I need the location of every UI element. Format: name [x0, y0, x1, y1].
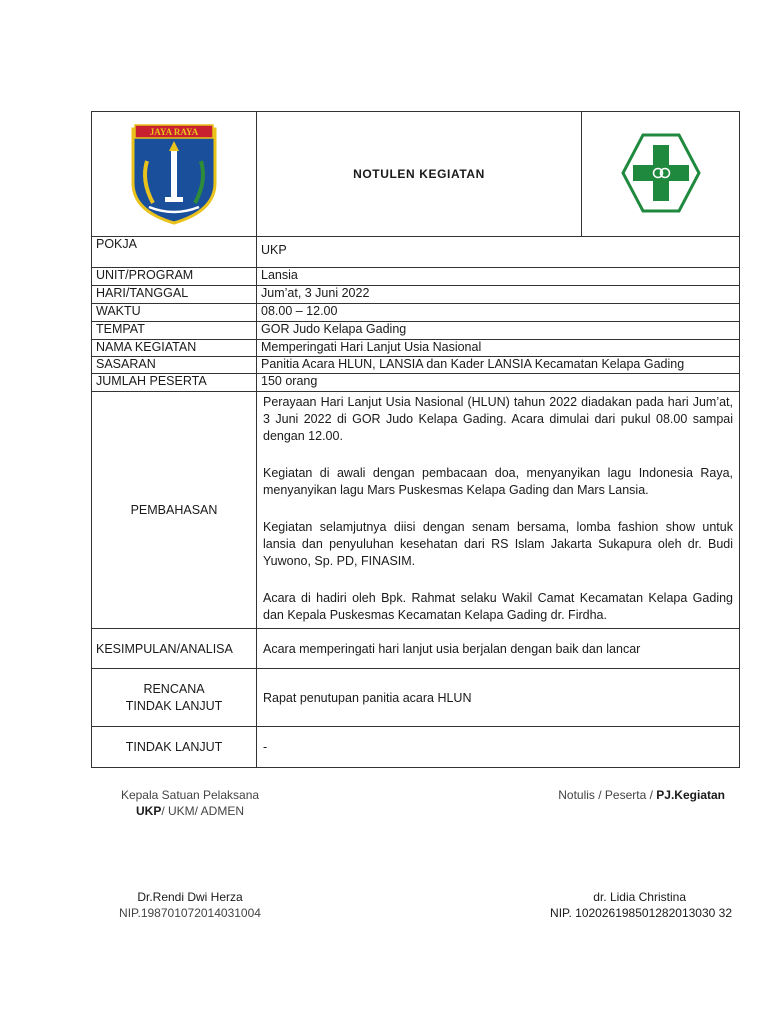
row-label: HARI/TANGGAL [92, 286, 257, 304]
row-value: Jum’at, 3 Juni 2022 [257, 286, 740, 304]
notulen-table [91, 111, 740, 768]
signature-left-block [115, 788, 265, 818]
logo-cell-right [582, 112, 740, 237]
kesimpulan-value: Acara memperingati hari lanjut usia berjalan dengan baik dan lancar [257, 629, 740, 669]
row-value: 150 orang [257, 374, 740, 392]
signature-right-role-bold: PJ.Kegiatan [656, 788, 725, 802]
row-kesimpulan [92, 629, 740, 669]
row-label: WAKTU [92, 304, 257, 322]
row-label: TEMPAT [92, 322, 257, 340]
row-unit-program [92, 268, 740, 286]
row-sasaran [92, 357, 740, 374]
signature-right-block [500, 788, 725, 802]
emblem-banner-text: JAYA RAYA [149, 126, 199, 137]
row-hari-tanggal [92, 286, 740, 304]
kesimpulan-label: KESIMPULAN/ANALISA [92, 629, 257, 669]
signature-left-unit-rest: / UKM/ ADMEN [161, 804, 245, 818]
signature-left-role: Kepala Satuan Pelaksana [120, 788, 260, 802]
tindak-lanjut-value: - [257, 727, 740, 768]
rencana-value: Rapat penutupan panitia acara HLUN [257, 669, 740, 727]
signature-left-nip: NIP.198701072014031004 [119, 906, 261, 920]
row-label: SASARAN [92, 357, 257, 374]
signature-left-unit-bold: UKP [135, 804, 162, 818]
signature-right-role: Notulis / Peserta / [558, 788, 653, 802]
rencana-label-line2: TINDAK LANJUT [125, 698, 223, 713]
dki-jakarta-emblem-icon [127, 121, 221, 225]
row-value: Panitia Acara HLUN, LANSIA dan Kader LANSIA Kecamatan Kelapa Gading [257, 357, 740, 374]
row-value: Lansia [257, 268, 740, 286]
row-value: 08.00 – 12.00 [257, 304, 740, 322]
signature-left-identity [110, 890, 270, 920]
signature-right-identity [520, 890, 732, 920]
row-jumlah-peserta [92, 374, 740, 392]
signature-left-name: Dr.Rendi Dwi Herza [137, 890, 243, 904]
row-label: POKJA [92, 237, 257, 268]
rencana-label-line1: RENCANA [143, 681, 205, 696]
row-nama-kegiatan [92, 340, 740, 357]
row-pokja [92, 237, 740, 268]
row-value: UKP [257, 237, 740, 268]
logo-cell-left [92, 112, 257, 237]
rencana-label [92, 669, 257, 727]
title-cell [257, 112, 582, 237]
row-pembahasan [92, 392, 740, 629]
row-rencana [92, 669, 740, 727]
row-value: GOR Judo Kelapa Gading [257, 322, 740, 340]
signature-right-nip: NIP. 102026198501282013030 32 [550, 906, 732, 920]
row-label: JUMLAH PESERTA [92, 374, 257, 392]
document-title: NOTULEN KEGIATAN [353, 167, 485, 181]
tindak-lanjut-label: TINDAK LANJUT [92, 727, 257, 768]
pembahasan-paragraph: Perayaan Hari Lanjut Usia Nasional (HLUN) tahun 2022 diadakan pada hari Jum’at, 3 Juni 2022 di GOR Judo Kelapa Gading. Acara dimulai dari pukul 08.00 sampai dengan 12.00. [263, 395, 733, 443]
row-tindak-lanjut [92, 727, 740, 768]
row-waktu [92, 304, 740, 322]
row-label: UNIT/PROGRAM [92, 268, 257, 286]
puskesmas-cross-icon [621, 133, 701, 213]
row-label: NAMA KEGIATAN [92, 340, 257, 357]
pembahasan-paragraph: Acara di hadiri oleh Bpk. Rahmat selaku Wakil Camat Kecamatan Kelapa Gading dan Kepala Puskesmas Kecamatan Kelapa Gading dr. Firdha. [263, 591, 733, 622]
pembahasan-content [257, 392, 740, 629]
signature-right-name: dr. Lidia Christina [593, 890, 686, 904]
row-tempat [92, 322, 740, 340]
pembahasan-paragraph: Kegiatan selamjutnya diisi dengan senam bersama, lomba fashion show untuk lansia dan penyuluhan kesehatan dari RS Islam Jakarta Sukapura oleh dr. Budi Yuwono, Sp. PD, FINASIM. [263, 520, 733, 568]
signature-left-unit [115, 804, 265, 818]
row-value: Memperingati Hari Lanjut Usia Nasional [257, 340, 740, 357]
pembahasan-label: PEMBAHASAN [92, 392, 257, 629]
pembahasan-paragraph: Kegiatan di awali dengan pembacaan doa, menyanyikan lagu Indonesia Raya, menyanyikan lagu Mars Puskesmas Kelapa Gading dan Mars Lansia. [263, 466, 733, 497]
